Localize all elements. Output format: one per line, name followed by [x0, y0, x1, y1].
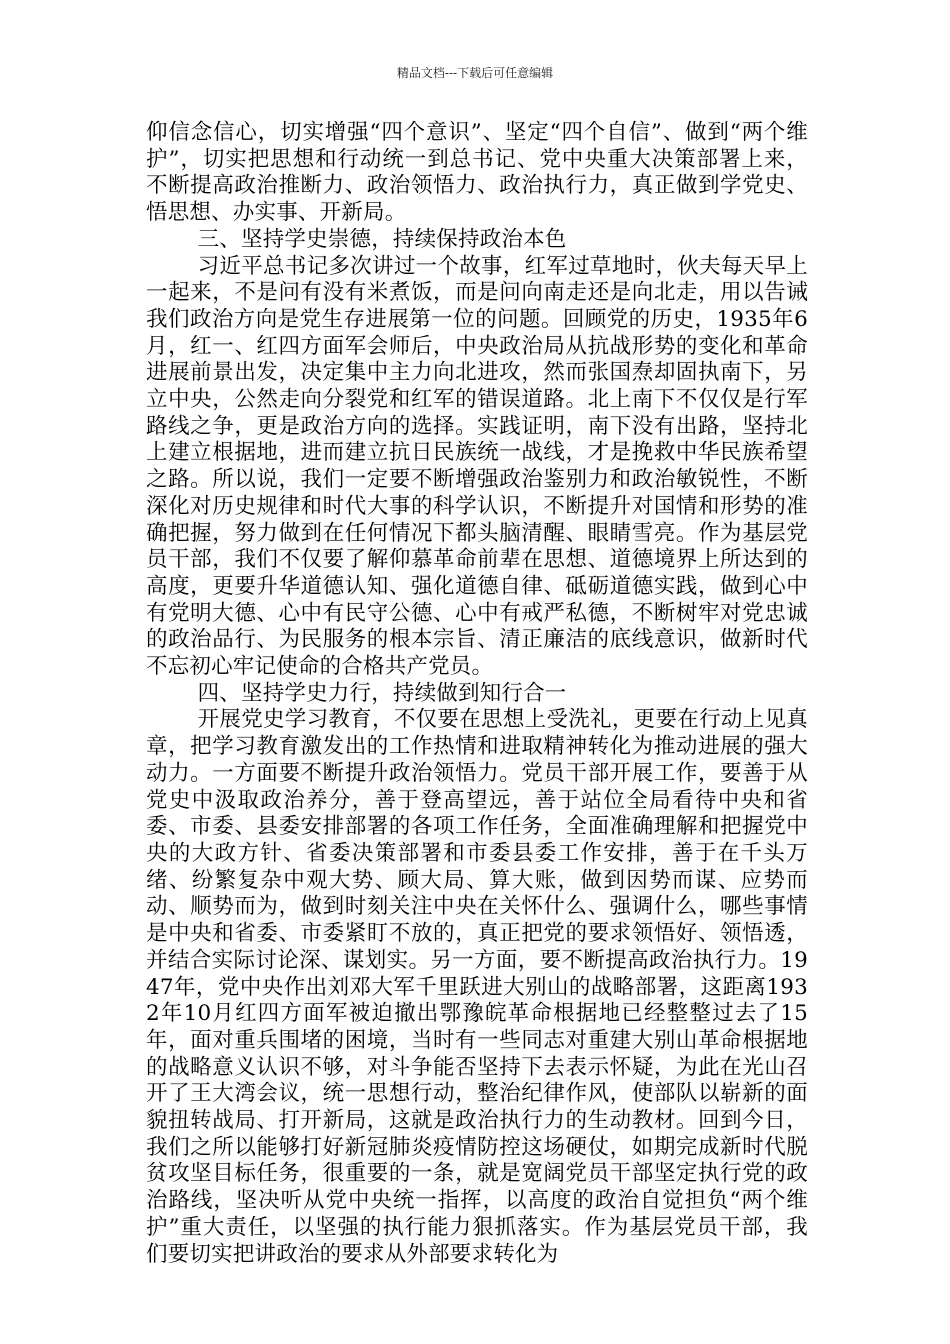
page-header: 精品文档---下载后可任意编辑: [396, 66, 554, 80]
section-heading-4: 四、坚持学史力行，持续做到知行合一: [197, 680, 567, 706]
paragraph-section-4: 开展党史学习教育，不仅要在思想上受洗礼，更要在行动上见真章，把学习教育激发出的工作热情和进取精神转化为推动进展的强大动力。一方面要不断提升政治领悟力。党员干部开展工作，要善于从党史中汲取政治养分，善于登高望远，善于站位全局看待中央和省委、市委、县委安排部署的各项工作任务，全面准确理解和把握党中央的大政方针、省委决策部署和市委县委工作安排，善于在千头万绪、纷繁复杂中观大势、顾大局、算大账，做到因势而谋、应势而动、顺势而为，做到时刻关注中央在关怀什么、强调什么，哪些事情是中央和省委、市委紧盯不放的，真正把党的要求领悟好、领悟透，并结合实际讨论深、谋划实。另一方面，要不断提高政治执行力。1947年，党中央作出刘邓大军千里跃进大别山的战略部署，这距离1932年10月红四方面军被迫撤出鄂豫皖革命根据地已经整整过去了15年，面对重兵围堵的困境，当时有一些同志对重建大别山革命根据地的战略意义认识不够，对斗争能否坚持下去表示怀疑，为此在光山召开了王大湾会议，统一思想行动，整治纪律作风，使部队以崭新的面貌扭转战局、打开新局，这就是政治执行力的生动教材。回到今日，我们之所以能够打好新冠肺炎疫情防控这场硬仗，如期完成新时代脱贫攻坚目标任务，很重要的一条，就是宽阔党员干部坚定执行党的政治路线，坚决听从党中央统一指挥，以高度的政治自觉担负“两个维护”重大责任，以坚强的执行能力狠抓落实。作为基层党员干部，我们要切实把讲政治的要求从外部要求转化为: [146, 707, 808, 1267]
paragraph-section-3: 习近平总书记多次讲过一个故事，红军过草地时，伙夫每天早上一起来，不是问有没有米煮饭，而是问向南走还是向北走，用以告诫我们政治方向是党生存进展第一位的问题。回顾党的历史，1935年6月，红一、红四方面军会师后，中央政治局从抗战形势的变化和革命进展前景出发，决定集中主力向北进攻，然而张国焘却固执南下，另立中央，公然走向分裂党和红军的错误道路。北上南下不仅仅是行军路线之争，更是政治方向的选择。实践证明，南下没有出路，坚持北上建立根据地，进而建立抗日民族统一战线，才是挽救中华民族希望之路。所以说，我们一定要不断增强政治鉴别力和政治敏锐性，不断深化对历史规律和时代大事的科学认识，不断提升对国情和形势的准确把握，努力做到在任何情况下都头脑清醒、眼睛雪亮。作为基层党员干部，我们不仅要了解仰慕革命前辈在思想、道德境界上所达到的高度，更要升华道德认知、强化道德自律、砥砺道德实践，做到心中有党明大德、心中有民守公德、心中有戒严私德，不断树牢对党忠诚的政治品行、为民服务的根本宗旨、清正廉洁的底线意识，做新时代不忘初心牢记使命的合格共产党员。: [146, 253, 808, 680]
document-body: [146, 120, 808, 1268]
section-heading-3: 三、坚持学史崇德，持续保持政治本色: [197, 226, 567, 252]
paragraph-continuation: 仰信念信心，切实增强“四个意识”、坚定“四个自信”、做到“两个维护”，切实把思想和行动统一到总书记、党中央重大决策部署上来，不断提高政治推断力、政治领悟力、政治执行力，真正做到学党史、悟思想、办实事、开新局。: [146, 120, 808, 226]
